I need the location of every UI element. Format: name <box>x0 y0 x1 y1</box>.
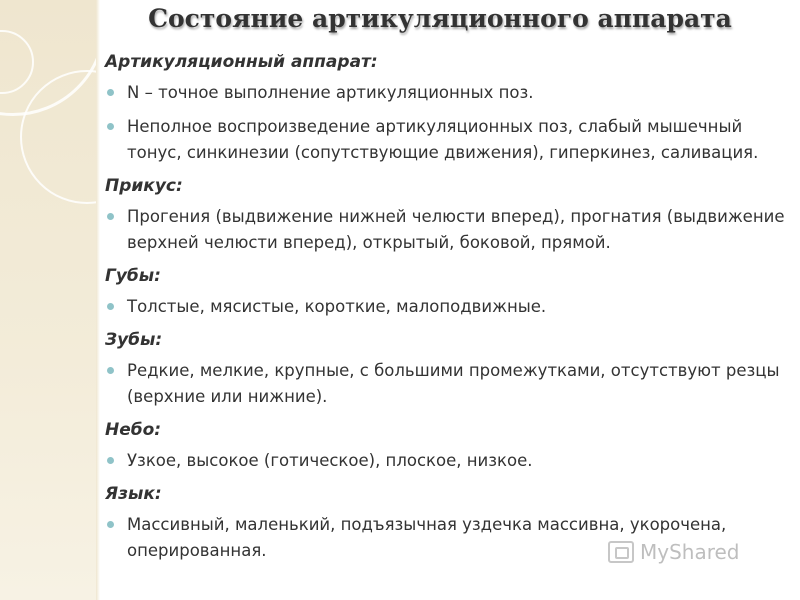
list-item <box>105 294 795 320</box>
section-articulation <box>105 50 795 166</box>
section-bite <box>105 174 795 256</box>
list-item <box>105 114 795 166</box>
section-heading: Язык: <box>105 484 162 504</box>
slide-content <box>105 44 795 572</box>
bullet-icon <box>107 521 114 528</box>
slideshow-icon <box>608 541 634 563</box>
slide-title: Состояние артикуляционного аппарата <box>148 4 732 33</box>
section-heading: Губы: <box>105 266 161 286</box>
list-item-text: N – точное выполнение артикуляционных поз. <box>127 83 534 102</box>
left-decor-band <box>0 0 100 600</box>
bullet-icon <box>107 89 114 96</box>
bullet-icon <box>107 457 114 464</box>
bullet-icon <box>107 367 114 374</box>
watermark-text: MyShared <box>640 540 740 564</box>
section-teeth <box>105 328 795 410</box>
section-heading: Артикуляционный аппарат: <box>105 52 378 72</box>
list-item-text: Толстые, мясистые, короткие, малоподвижные. <box>127 297 547 316</box>
list-item <box>105 448 795 474</box>
list-item-text: Прогения (выдвижение нижней челюсти вперед), прогнатия (выдвижение верхней челюсти вперед), открытый, боковой, прямой. <box>127 207 785 252</box>
list-item <box>105 204 795 256</box>
list-item-text: Неполное воспроизведение артикуляционных поз, слабый мышечный тонус, синкинезии (сопутствующие движения), гиперкинез, саливация. <box>127 117 759 162</box>
bullet-icon <box>107 213 114 220</box>
list-item-text: Массивный, маленький, подъязычная уздечка массивна, укорочена, оперированная. <box>127 515 727 560</box>
watermark <box>608 540 740 564</box>
bullet-icon <box>107 123 114 130</box>
list-item <box>105 358 795 410</box>
section-heading: Зубы: <box>105 330 163 350</box>
section-lips <box>105 264 795 320</box>
list-item-text: Узкое, высокое (готическое), плоское, низкое. <box>127 451 533 470</box>
section-heading: Небо: <box>105 420 162 440</box>
band-edge <box>96 0 100 600</box>
list-item <box>105 80 795 106</box>
section-palate <box>105 418 795 474</box>
section-heading: Прикус: <box>105 176 183 196</box>
bullet-icon <box>107 303 114 310</box>
list-item-text: Редкие, мелкие, крупные, с большими промежутками, отсутствуют резцы (верхние или нижние). <box>127 361 780 406</box>
